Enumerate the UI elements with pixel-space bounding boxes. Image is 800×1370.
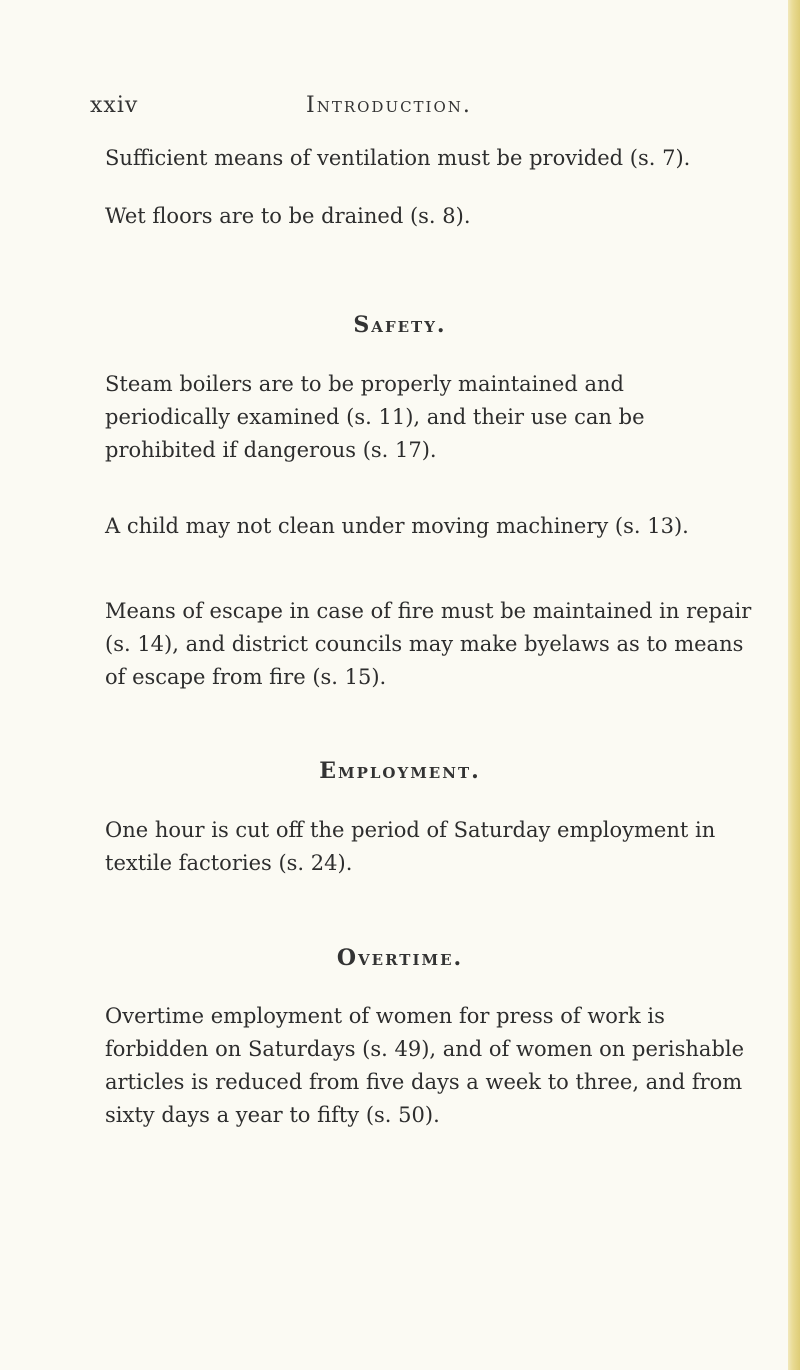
paragraph-employment: One hour is cut off the period of Saturday employment in textile factories (s. 24). [105,818,716,875]
running-title: Introduction. [306,93,472,118]
paragraph-escape: Means of escape in case of fire must be maintained in repair (s. 14), and district councils may make byelaws as to means of escape from fire (s. 15). [105,599,752,689]
paragraph-boilers: Steam boilers are to be properly maintained and periodically examined (s. 11), and their use can be prohibited if dangerous (s. 17). [105,372,645,462]
heading-employment: Employment. [319,758,481,784]
page-edge [788,0,800,1370]
paragraph-ventilation: Sufficient means of ventilation must be provided (s. 7). [105,146,691,170]
paragraph-child: A child may not clean under moving machinery (s. 13). [105,514,689,538]
paragraph-overtime: Overtime employment of women for press of work is forbidden on Saturdays (s. 49), and of women on perishable articles is reduced from five days a week to three, and from sixty days a year to fifty (s. 50). [105,1004,745,1127]
heading-overtime: Overtime. [336,945,464,971]
running-head [90,93,730,123]
page-number: xxiv [90,93,139,118]
heading-safety: Safety. [353,312,447,338]
paragraph-floors: Wet floors are to be drained (s. 8). [105,204,471,228]
